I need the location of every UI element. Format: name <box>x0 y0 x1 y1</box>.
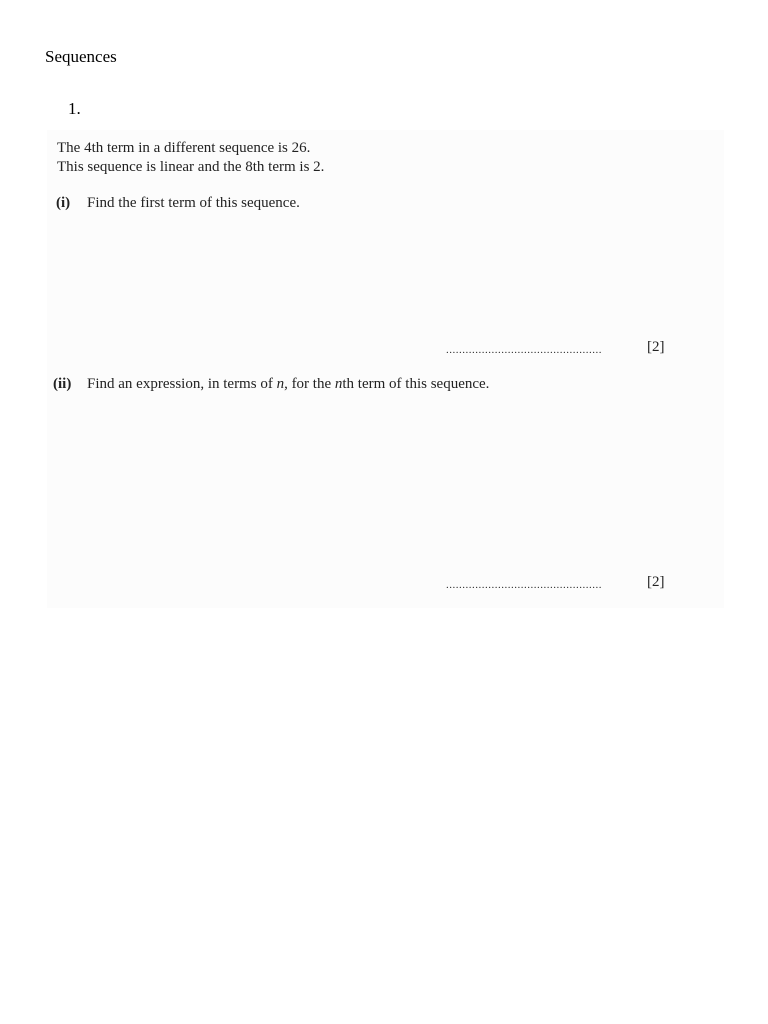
part-ii-variable-n-term: n <box>334 376 343 392</box>
question-number: 1. <box>68 99 81 118</box>
part-ii-variable-n: n <box>276 376 285 392</box>
part-ii-text-middle: , for the <box>284 376 335 392</box>
part-ii-text <box>87 375 489 393</box>
part-i-text: Find the first term of this sequence. <box>87 195 300 211</box>
part-i-marks: [2] <box>647 339 665 355</box>
part-ii-text-start: Find an expression, in terms of <box>87 376 277 392</box>
page-title: Sequences <box>45 47 117 66</box>
part-ii-text-end: th term of this sequence. <box>342 376 490 392</box>
part-ii-marks: [2] <box>647 574 665 590</box>
part-i-label: (i) <box>56 195 71 211</box>
part-i-answer-line: ................................................ <box>446 344 602 356</box>
question-stem-line-1: The 4th term in a different sequence is 26. <box>57 140 311 156</box>
part-ii-label: (ii) <box>53 376 72 392</box>
part-ii-answer-line: ................................................ <box>446 579 602 591</box>
question-stem-line-2: This sequence is linear and the 8th term is 2. <box>57 159 325 175</box>
question-scan <box>47 130 724 608</box>
